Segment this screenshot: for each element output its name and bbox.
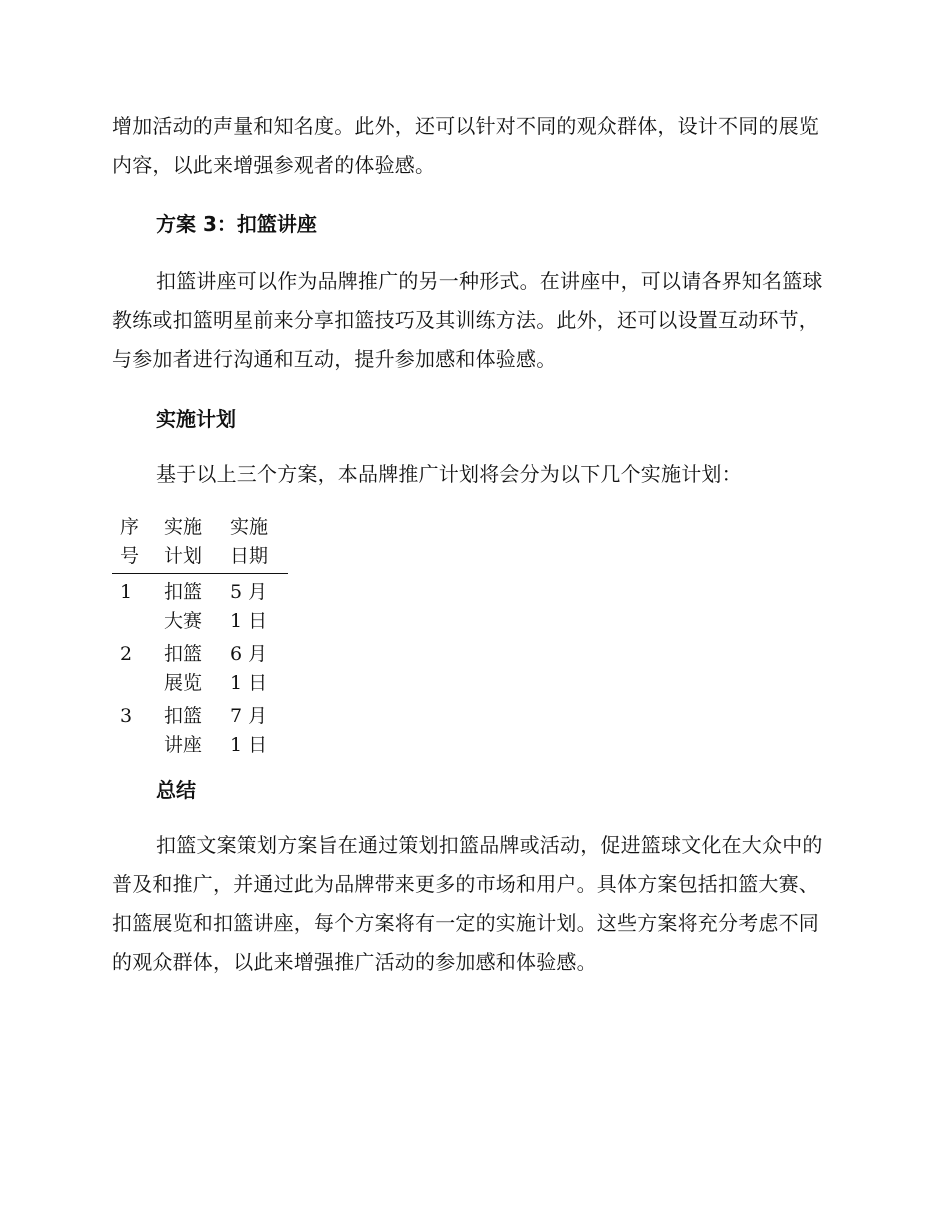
implementation-table	[112, 513, 288, 760]
table-row	[112, 636, 288, 698]
row-number: 3	[120, 705, 133, 727]
row-number: 2	[120, 643, 133, 665]
heading-plan-3-lecture: 方案 3：扣篮讲座	[156, 212, 317, 236]
paragraph-exhibition-continued: 增加活动的声量和知名度。此外，还可以针对不同的观众群体，设计不同的展览内容，以此来增强参观者的体验感。	[112, 114, 819, 177]
paragraph-lecture: 扣篮讲座可以作为品牌推广的另一种形式。在讲座中，可以请各界知名篮球教练或扣篮明星前来分享扣篮技巧及其训练方法。此外，还可以设置互动环节，与参加者进行沟通和互动，提升参加感和体验感。	[112, 269, 823, 371]
row-number: 1	[120, 581, 133, 603]
heading-summary: 总结	[156, 778, 196, 802]
row-plan: 扣篮展览	[164, 643, 203, 694]
row-plan: 扣篮讲座	[164, 705, 203, 756]
header-date: 实施日期	[230, 513, 288, 574]
row-date: 5 月 1 日	[230, 581, 268, 632]
header-plan: 实施计划	[164, 513, 230, 574]
header-number: 序号	[112, 513, 164, 574]
heading-implementation-plan: 实施计划	[156, 407, 236, 431]
table-row	[112, 574, 288, 637]
table-row	[112, 698, 288, 760]
row-date: 6 月 1 日	[230, 643, 268, 694]
paragraph-summary: 扣篮文案策划方案旨在通过策划扣篮品牌或活动，促进篮球文化在大众中的普及和推广，并通过此为品牌带来更多的市场和用户。具体方案包括扣篮大赛、扣篮展览和扣篮讲座，每个方案将有一定的实施计划。这些方案将充分考虑不同的观众群体，以此来增强推广活动的参加感和体验感。	[112, 833, 823, 974]
row-date: 7 月 1 日	[230, 705, 268, 756]
table-header-row	[112, 513, 288, 574]
paragraph-implementation-intro: 基于以上三个方案，本品牌推广计划将会分为以下几个实施计划：	[156, 462, 742, 486]
row-plan: 扣篮大赛	[164, 581, 203, 632]
